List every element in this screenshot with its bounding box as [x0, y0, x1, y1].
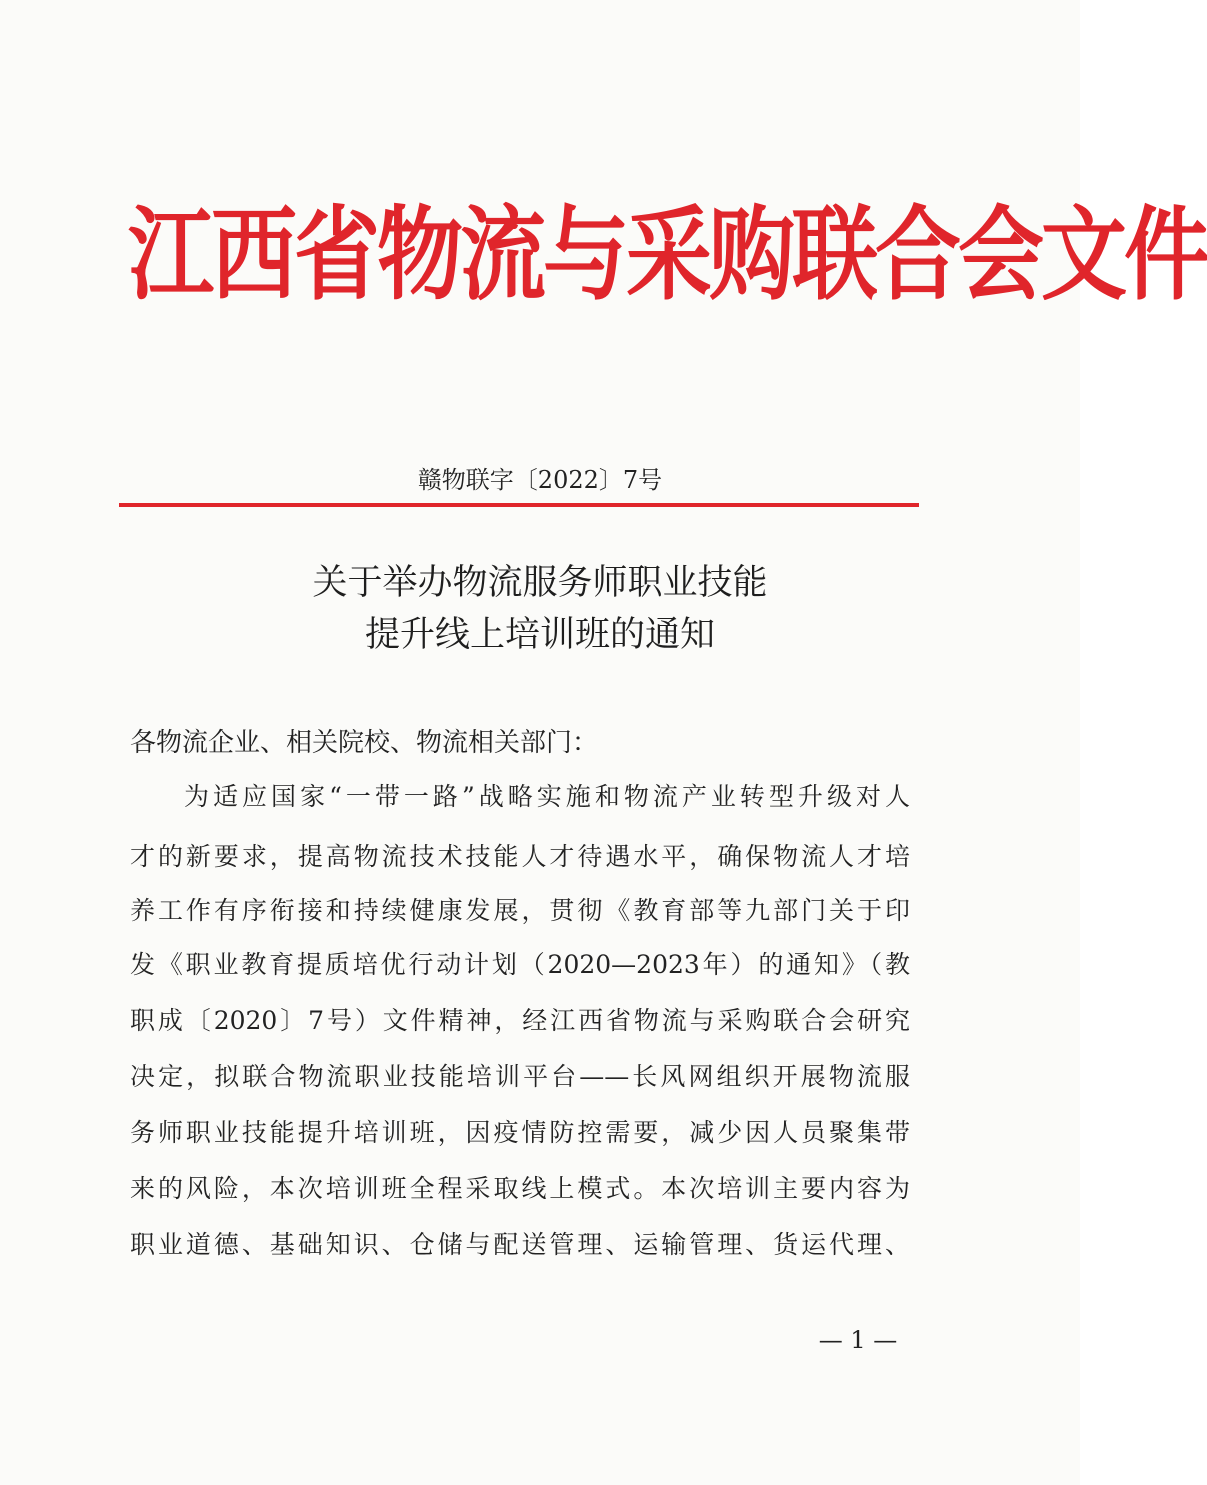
- body-line: 职成〔2020〕7号）文件精神，经江西省物流与采购联合会研究: [130, 1006, 910, 1035]
- notice-title-line-2: 提升线上培训班的通知: [364, 615, 715, 655]
- body-line: 来的风险，本次培训班全程采取线上模式。本次培训主要内容为: [130, 1174, 910, 1203]
- body-line: 为适应国家“一带一路”战略实施和物流产业转型升级对人: [184, 782, 910, 811]
- salutation: 各物流企业、相关院校、物流相关部门：: [130, 728, 599, 758]
- body-line: 才的新要求，提高物流技术技能人才待遇水平，确保物流人才培: [130, 842, 910, 871]
- body-line: 职业道德、基础知识、仓储与配送管理、运输管理、货运代理、: [130, 1230, 910, 1259]
- organization-header-title: 江西省物流与采购联合会文件: [128, 195, 1207, 315]
- notice-title-line-1: 关于举办物流服务师职业技能: [312, 563, 768, 603]
- body-line: 发《职业教育提质培优行动计划（2020—2023年）的通知》（教: [130, 950, 910, 979]
- document-number: 赣物联字〔2022〕7号: [417, 466, 663, 494]
- red-header-rule: [119, 503, 919, 507]
- page-number: — 1 —: [818, 1326, 898, 1354]
- body-line: 决定，拟联合物流职业技能培训平台——长风网组织开展物流服: [130, 1062, 910, 1091]
- body-line: 务师职业技能提升培训班，因疫情防控需要，减少因人员聚集带: [130, 1118, 910, 1147]
- body-line: 养工作有序衔接和持续健康发展，贯彻《教育部等九部门关于印: [130, 896, 910, 925]
